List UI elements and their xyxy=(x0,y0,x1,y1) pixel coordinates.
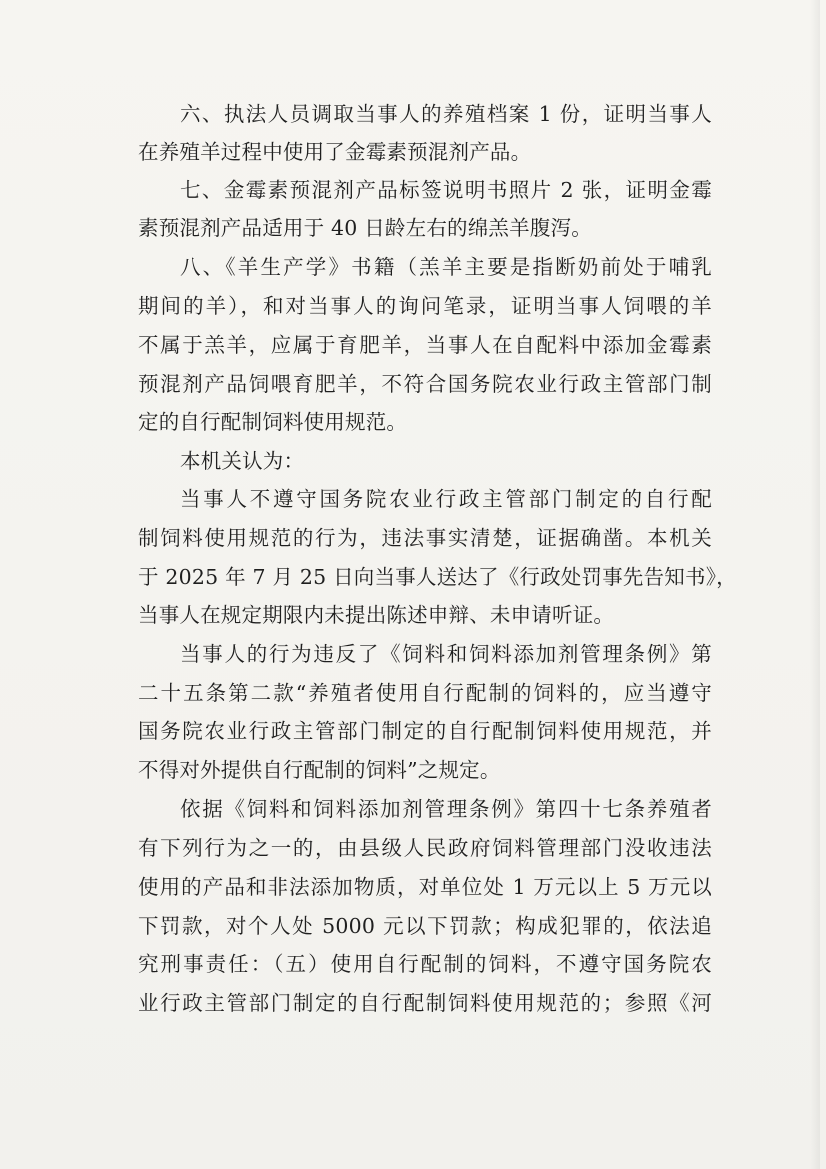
basis-line-1: 依据《饲料和饲料添加剂管理条例》第四十七条养殖者 xyxy=(180,797,712,821)
finding-line-4: 当事人在规定期限内未提出陈述申辩、未申请听证。 xyxy=(138,603,615,627)
paragraph-6-line-2: 在养殖羊过程中使用了金霉素预混剂产品。 xyxy=(138,140,532,164)
finding-line-3: 于 2025 年 7 月 25 日向当事人送达了《行政处罚事先告知书》， xyxy=(138,565,737,589)
paragraph-8-line-2: 期间的羊），和对当事人的询问笔录，证明当事人饲喂的羊 xyxy=(138,294,712,318)
finding-line-1: 当事人不遵守国务院农业行政主管部门制定的自行配 xyxy=(180,487,712,511)
paragraph-7-line-2: 素预混剂产品适用于 40 日龄左右的绵羔羊腹泻。 xyxy=(138,216,592,240)
finding-heading: 本机关认为： xyxy=(180,449,305,473)
basis-line-5: 究刑事责任：（五）使用自行配制的饲料，不遵守国务院农 xyxy=(138,952,712,976)
violation-line-1: 当事人的行为违反了《饲料和饲料添加剂管理条例》第 xyxy=(180,642,712,666)
violation-line-3: 国务院农业行政主管部门制定的自行配制饲料使用规范，并 xyxy=(138,719,712,743)
paragraph-6-line-1: 六、执法人员调取当事人的养殖档案 1 份，证明当事人 xyxy=(180,102,712,126)
paragraph-8-line-5: 定的自行配制饲料使用规范。 xyxy=(138,410,408,434)
basis-line-3: 使用的产品和非法添加物质，对单位处 1 万元以上 5 万元以 xyxy=(138,875,712,899)
basis-line-2: 有下列行为之一的，由县级人民政府饲料管理部门没收违法 xyxy=(138,836,712,860)
basis-line-4: 下罚款，对个人处 5000 元以下罚款；构成犯罪的，依法追 xyxy=(138,914,712,938)
basis-line-6: 业行政主管部门制定的自行配制饲料使用规范的；参照《河 xyxy=(138,991,712,1015)
paragraph-8-line-3: 不属于羔羊，应属于育肥羊，当事人在自配料中添加金霉素 xyxy=(138,333,712,357)
finding-line-2: 制饲料使用规范的行为，违法事实清楚，证据确凿。本机关 xyxy=(138,526,712,550)
violation-line-2: 二十五条第二款“养殖者使用自行配制的饲料的，应当遵守 xyxy=(138,681,712,705)
violation-line-4: 不得对外提供自行配制的饲料”之规定。 xyxy=(138,758,501,782)
paragraph-7-line-1: 七、金霉素预混剂产品标签说明书照片 2 张，证明金霉 xyxy=(180,178,712,202)
paragraph-8-line-4: 预混剂产品饲喂育肥羊，不符合国务院农业行政主管部门制 xyxy=(138,372,712,396)
paragraph-8-line-1: 八、《羊生产学》书籍（羔羊主要是指断奶前处于哺乳 xyxy=(180,255,712,279)
